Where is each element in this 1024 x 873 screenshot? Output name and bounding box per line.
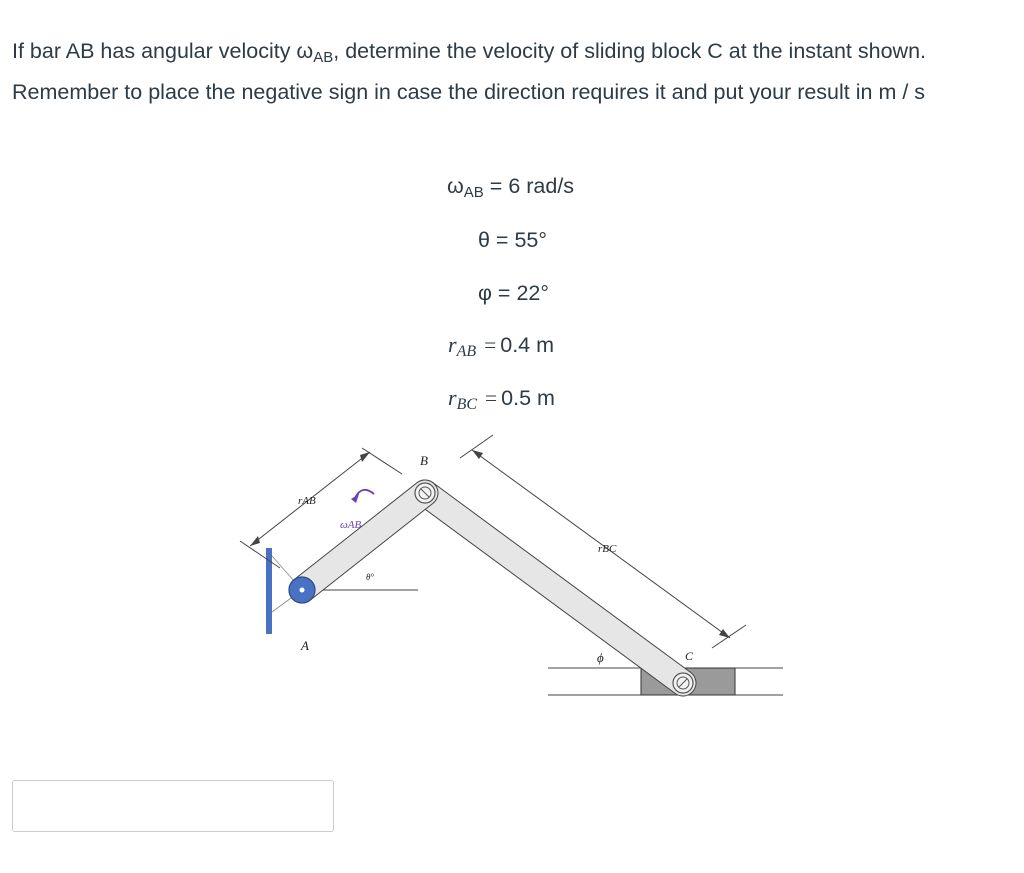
dim-rab-ext-upper (362, 448, 402, 474)
label-c: C (685, 649, 694, 663)
pin-a-center (300, 588, 305, 593)
given-values (0, 0, 1024, 430)
label-phi: ϕ (597, 650, 604, 665)
given-omega: $\omega_{AB} = 6$ rad/s (447, 174, 575, 201)
bar-bc (425, 493, 683, 683)
bar-ab (302, 493, 425, 590)
dim-rbc-arrow-upper (472, 450, 483, 459)
question-line-1: If bar AB has angular velocity $\omega_{AB}$, determine the velocity of sliding block C at the instant shown. (12, 39, 927, 66)
given-r-ab: rAB = 0.4 m (448, 332, 555, 360)
label-a: A (301, 638, 309, 653)
dim-rbc-arrow-lower (719, 629, 730, 638)
given-r-bc: rBC = 0.5 m (448, 385, 555, 413)
label-r-bc: rBC (598, 543, 617, 555)
given-phi: φ = 22° (478, 281, 549, 305)
label-b: B (420, 453, 428, 468)
dim-rab-arrow-upper (360, 452, 370, 462)
mechanism-diagram (0, 420, 800, 720)
dim-rab-arrow-lower (250, 536, 260, 546)
label-omega-ab: ωAB (340, 519, 362, 531)
label-theta: θ° (366, 572, 375, 582)
dim-rab-ext-lower (240, 541, 280, 568)
label-r-ab: rAB (298, 495, 316, 507)
answer-input[interactable] (12, 780, 334, 832)
question-line-2: Remember to place the negative sign in case the direction requires it and put your result in m / s (12, 80, 926, 104)
given-theta: θ = 55° (478, 228, 547, 252)
omega-arrowhead-icon (351, 494, 359, 503)
